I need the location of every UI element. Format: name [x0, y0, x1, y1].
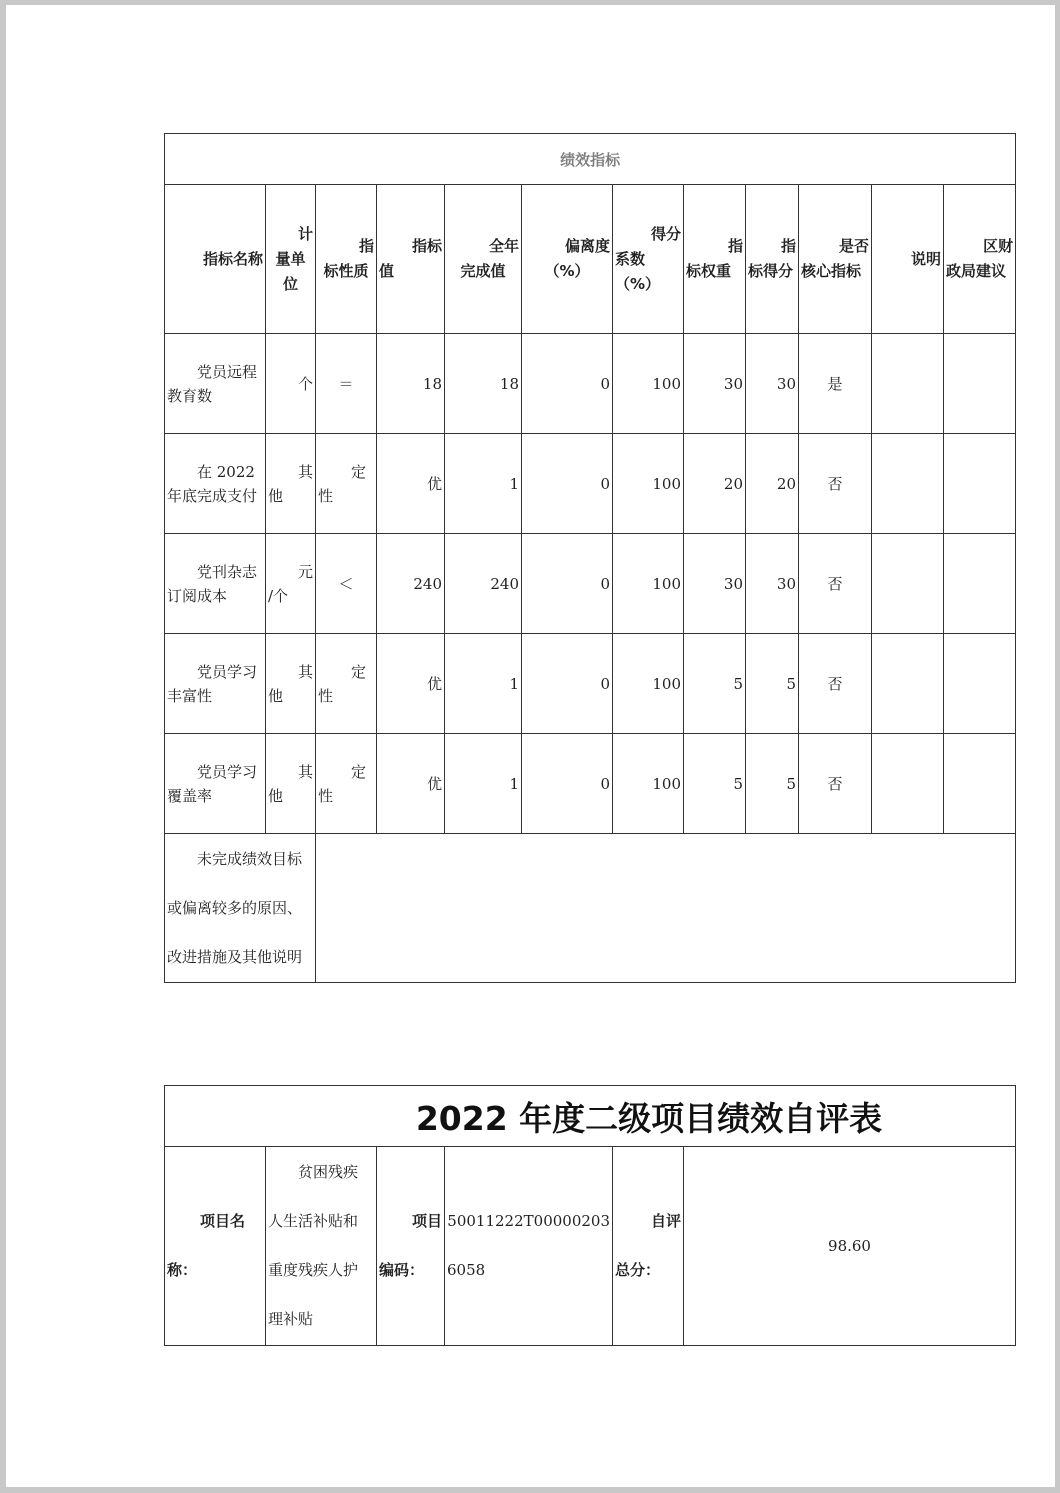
indicator-coef: 100 — [613, 334, 684, 434]
indicator-deviation: 0 — [522, 734, 613, 834]
project-info-row — [165, 1147, 1016, 1346]
indicator-nature: 定 性 — [316, 634, 377, 734]
indicator-unit: 其 他 — [266, 734, 316, 834]
document-page — [6, 5, 1055, 1487]
header-core: 是否 核心指标 — [799, 185, 872, 334]
header-score: 指 标得分 — [746, 185, 799, 334]
indicator-remark — [872, 734, 944, 834]
performance-indicator-table — [164, 133, 1016, 983]
indicator-score: 30 — [746, 534, 799, 634]
indicator-weight: 5 — [684, 634, 746, 734]
note-label: 未完成绩效目标 或偏离较多的原因、 改进措施及其他说明 — [165, 834, 316, 983]
indicator-suggestion — [944, 334, 1016, 434]
table-banner: 绩效指标 — [165, 134, 1016, 185]
header-indicator-name: 指标名称 — [165, 185, 266, 334]
header-actual: 全年 完成值 — [445, 185, 522, 334]
indicator-remark — [872, 434, 944, 534]
indicator-coef: 100 — [613, 434, 684, 534]
indicator-nature: ＜ — [316, 534, 377, 634]
table-row — [165, 734, 1016, 834]
header-unit: 计 量单 位 — [266, 185, 316, 334]
indicator-suggestion — [944, 534, 1016, 634]
indicator-unit: 其 他 — [266, 434, 316, 534]
table-row — [165, 434, 1016, 534]
indicator-name: 党员学习 覆盖率 — [165, 734, 266, 834]
indicator-deviation: 0 — [522, 534, 613, 634]
indicator-target: 18 — [377, 334, 445, 434]
form-title: 2022 年度二级项目绩效自评表 — [165, 1086, 1016, 1147]
indicator-target: 240 — [377, 534, 445, 634]
indicator-nature: ＝ — [316, 334, 377, 434]
project-code-value: 50011222T00000203 6058 — [445, 1147, 613, 1346]
indicator-coef: 100 — [613, 634, 684, 734]
indicator-name: 党员学习 丰富性 — [165, 634, 266, 734]
indicator-deviation: 0 — [522, 434, 613, 534]
indicator-suggestion — [944, 434, 1016, 534]
indicator-weight: 30 — [684, 334, 746, 434]
indicator-weight: 5 — [684, 734, 746, 834]
header-row — [165, 185, 1016, 334]
indicator-core: 否 — [799, 534, 872, 634]
indicator-suggestion — [944, 634, 1016, 734]
indicator-target: 优 — [377, 634, 445, 734]
indicator-nature: 定 性 — [316, 734, 377, 834]
header-remark: 说明 — [872, 185, 944, 334]
indicator-score: 20 — [746, 434, 799, 534]
indicator-target: 优 — [377, 734, 445, 834]
indicator-remark — [872, 534, 944, 634]
indicator-score: 30 — [746, 334, 799, 434]
indicator-actual: 18 — [445, 334, 522, 434]
header-coef: 得分 系数（%） — [613, 185, 684, 334]
indicator-name: 在 2022 年底完成支付 — [165, 434, 266, 534]
indicator-coef: 100 — [613, 734, 684, 834]
indicator-core: 否 — [799, 734, 872, 834]
header-target: 指标 值 — [377, 185, 445, 334]
indicator-score: 5 — [746, 634, 799, 734]
indicator-nature: 定 性 — [316, 434, 377, 534]
project-code-label: 项目 编码： — [377, 1147, 445, 1346]
header-suggestion: 区财 政局建议 — [944, 185, 1016, 334]
indicator-weight: 30 — [684, 534, 746, 634]
indicator-unit: 个 — [266, 334, 316, 434]
indicator-core: 是 — [799, 334, 872, 434]
indicator-name: 党员远程 教育数 — [165, 334, 266, 434]
indicator-core: 否 — [799, 434, 872, 534]
header-deviation: 偏离度 （%） — [522, 185, 613, 334]
indicator-actual: 240 — [445, 534, 522, 634]
indicator-actual: 1 — [445, 634, 522, 734]
indicator-target: 优 — [377, 434, 445, 534]
indicator-deviation: 0 — [522, 634, 613, 734]
table-row — [165, 534, 1016, 634]
header-nature: 指 标性质 — [316, 185, 377, 334]
project-name-value: 贫困残疾 人生活补贴和 重度残疾人护 理补贴 — [266, 1147, 377, 1346]
indicator-remark — [872, 634, 944, 734]
header-weight: 指 标权重 — [684, 185, 746, 334]
table-row — [165, 334, 1016, 434]
indicator-deviation: 0 — [522, 334, 613, 434]
indicator-coef: 100 — [613, 534, 684, 634]
self-score-value: 98.60 — [684, 1147, 1016, 1346]
self-score-label: 自评 总分： — [613, 1147, 684, 1346]
note-content — [316, 834, 1016, 983]
indicator-name: 党刊杂志 订阅成本 — [165, 534, 266, 634]
indicator-actual: 1 — [445, 734, 522, 834]
indicator-remark — [872, 334, 944, 434]
project-self-evaluation-table — [164, 1085, 1016, 1346]
indicator-unit: 元 /个 — [266, 534, 316, 634]
table-row — [165, 634, 1016, 734]
indicator-core: 否 — [799, 634, 872, 734]
indicator-score: 5 — [746, 734, 799, 834]
indicator-weight: 20 — [684, 434, 746, 534]
indicator-suggestion — [944, 734, 1016, 834]
note-row — [165, 834, 1016, 983]
project-name-label: 项目名 称： — [165, 1147, 266, 1346]
indicator-actual: 1 — [445, 434, 522, 534]
indicator-unit: 其 他 — [266, 634, 316, 734]
